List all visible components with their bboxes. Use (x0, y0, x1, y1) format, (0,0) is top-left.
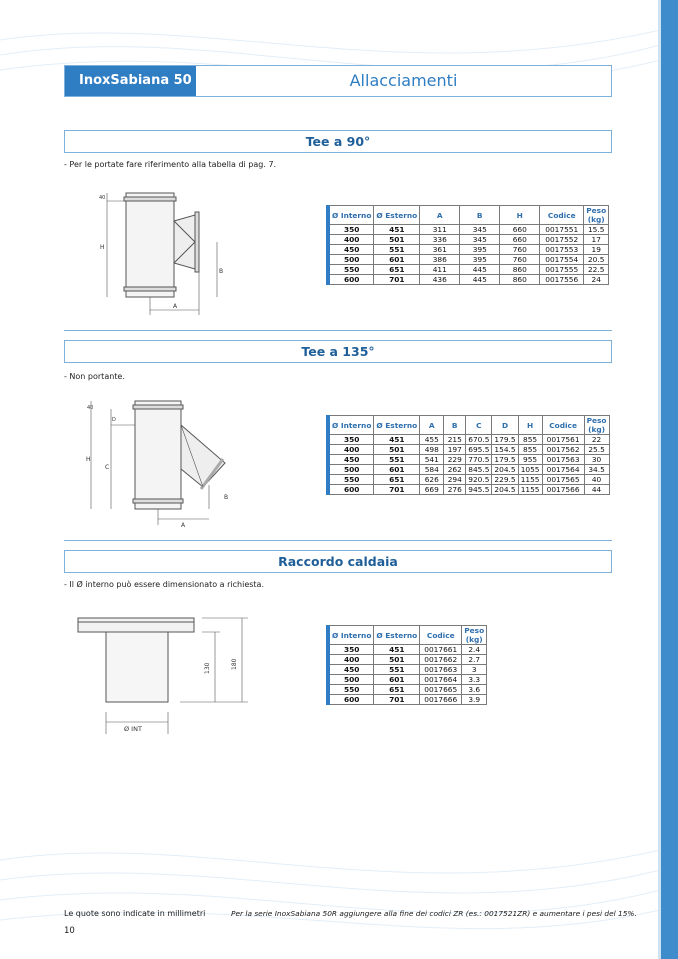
col-header: Peso (kg) (584, 206, 609, 225)
table-cell: 550 (328, 475, 374, 485)
col-header: H (518, 416, 542, 435)
table-cell: 451 (374, 435, 420, 445)
table-cell: 345 (460, 225, 500, 235)
table-row (328, 655, 487, 665)
table-cell: 551 (374, 665, 420, 675)
table-cell: 584 (420, 465, 444, 475)
table-cell: 411 (420, 265, 460, 275)
table-cell: 361 (420, 245, 460, 255)
table-cell: 955 (518, 455, 542, 465)
table-row (328, 465, 609, 475)
col-header: Ø Interno (328, 206, 374, 225)
table-cell: 501 (374, 445, 420, 455)
table-cell: 1155 (518, 475, 542, 485)
table-cell: 25.5 (584, 445, 609, 455)
col-header: A (420, 206, 460, 225)
table-cell: 501 (374, 655, 420, 665)
table-cell: 215 (444, 435, 466, 445)
table-cell: 276 (444, 485, 466, 495)
table-cell: 701 (374, 695, 420, 705)
table-cell: 350 (328, 645, 374, 655)
raccordo-caldaia-table (326, 625, 487, 705)
table-cell: 0017552 (540, 235, 584, 245)
table-cell: 601 (374, 465, 420, 475)
table-row (328, 665, 487, 675)
dim-label: A (181, 522, 186, 529)
table-cell: 550 (328, 685, 374, 695)
table-cell: 945.5 (466, 485, 492, 495)
table-cell: 15.5 (584, 225, 609, 235)
table-cell: 551 (374, 455, 420, 465)
dim-label: B (219, 268, 224, 275)
table-cell: 601 (374, 255, 420, 265)
table-row (328, 275, 609, 285)
col-header: Peso (kg) (462, 626, 487, 645)
raccordo-caldaia-table-body (328, 645, 487, 705)
section-note-raccordo-caldaia: - Il Ø interno può essere dimensionato a richiesta. (64, 580, 264, 589)
col-header: Codice (542, 416, 584, 435)
table-cell: 311 (420, 225, 460, 235)
table-cell: 0017564 (542, 465, 584, 475)
table-cell: 400 (328, 655, 374, 665)
table-cell: 229 (444, 455, 466, 465)
table-cell: 760 (500, 255, 540, 265)
dim-label: H (86, 456, 91, 463)
col-header: Codice (420, 626, 462, 645)
table-cell: 670.5 (466, 435, 492, 445)
table-cell: 400 (328, 235, 374, 245)
table-cell: 651 (374, 475, 420, 485)
table-row (328, 685, 487, 695)
brand-label: InoxSabiana 50 (65, 66, 196, 96)
table-cell: 0017555 (540, 265, 584, 275)
col-header: Ø Interno (328, 416, 374, 435)
table-cell: 17 (584, 235, 609, 245)
table-cell: 350 (328, 225, 374, 235)
table-cell: 445 (460, 265, 500, 275)
table-cell: 2.4 (462, 645, 487, 655)
table-cell: 179.5 (492, 455, 518, 465)
table-cell: 24 (584, 275, 609, 285)
table-cell: 395 (460, 255, 500, 265)
table-cell: 760 (500, 245, 540, 255)
dim-label: A (173, 303, 178, 310)
table-cell: 2.7 (462, 655, 487, 665)
table-cell: 669 (420, 485, 444, 495)
table-cell: 350 (328, 435, 374, 445)
table-row (328, 675, 487, 685)
table-cell: 550 (328, 265, 374, 275)
dim-label: 40 (87, 405, 94, 411)
table-cell: 0017661 (420, 645, 462, 655)
table-cell: 0017553 (540, 245, 584, 255)
table-cell: 34.5 (584, 465, 609, 475)
table-cell: 455 (420, 435, 444, 445)
tee-135-drawing (85, 395, 245, 530)
table-cell: 22.5 (584, 265, 609, 275)
table-header-row (328, 416, 609, 435)
page-number: 10 (64, 926, 75, 936)
table-cell: 395 (460, 245, 500, 255)
tee-90-table-body (328, 225, 609, 285)
table-cell: 0017562 (542, 445, 584, 455)
table-cell: 0017662 (420, 655, 462, 665)
table-row (328, 235, 609, 245)
table-cell: 30 (584, 455, 609, 465)
table-cell: 345 (460, 235, 500, 245)
table-cell: 0017554 (540, 255, 584, 265)
table-cell: 0017556 (540, 275, 584, 285)
col-header: Ø Esterno (374, 416, 420, 435)
table-cell: 445 (460, 275, 500, 285)
table-cell: 0017565 (542, 475, 584, 485)
table-cell: 601 (374, 675, 420, 685)
table-cell: 660 (500, 235, 540, 245)
table-cell: 626 (420, 475, 444, 485)
dim-label: D (112, 417, 116, 423)
tee-90-drawing (95, 185, 245, 320)
table-cell: 551 (374, 245, 420, 255)
col-header: Ø Esterno (374, 626, 420, 645)
col-header: Codice (540, 206, 584, 225)
table-cell: 450 (328, 665, 374, 675)
footer-series-note: Per la serie InoxSabiana 50R aggiungere alla fine dei codici ZR (es.: 0017521ZR) e aumentare i pesi del 15%. (231, 909, 637, 918)
table-cell: 436 (420, 275, 460, 285)
table-cell: 20.5 (584, 255, 609, 265)
table-cell: 541 (420, 455, 444, 465)
table-cell: 1055 (518, 465, 542, 475)
table-row (328, 435, 609, 445)
table-cell: 855 (518, 435, 542, 445)
table-row (328, 265, 609, 275)
table-cell: 336 (420, 235, 460, 245)
dim-label: 130 (204, 662, 211, 674)
table-row (328, 455, 609, 465)
col-header: Peso (kg) (584, 416, 609, 435)
table-cell: 450 (328, 455, 374, 465)
table-cell: 0017551 (540, 225, 584, 235)
table-cell: 0017666 (420, 695, 462, 705)
table-row (328, 695, 487, 705)
table-cell: 660 (500, 225, 540, 235)
table-cell: 855 (518, 445, 542, 455)
table-cell: 204.5 (492, 485, 518, 495)
section-title-raccordo-caldaia: Raccordo caldaia (64, 550, 612, 573)
table-cell: 204.5 (492, 465, 518, 475)
col-header: A (420, 416, 444, 435)
table-row (328, 245, 609, 255)
table-cell: 500 (328, 255, 374, 265)
col-header: B (460, 206, 500, 225)
page-header (64, 65, 612, 97)
table-cell: 860 (500, 275, 540, 285)
tee-90-table (326, 205, 609, 285)
section-note-tee-135: - Non portante. (64, 372, 125, 381)
table-cell: 3.3 (462, 675, 487, 685)
table-cell: 0017566 (542, 485, 584, 495)
table-cell: 262 (444, 465, 466, 475)
table-cell: 450 (328, 245, 374, 255)
table-cell: 22 (584, 435, 609, 445)
table-cell: 695.5 (466, 445, 492, 455)
table-cell: 19 (584, 245, 609, 255)
table-row (328, 475, 609, 485)
table-cell: 860 (500, 265, 540, 275)
col-header: H (500, 206, 540, 225)
section-divider (64, 540, 612, 541)
dim-label: 180 (231, 658, 238, 670)
table-cell: 386 (420, 255, 460, 265)
table-cell: 651 (374, 685, 420, 695)
section-divider (64, 330, 612, 331)
table-cell: 920.5 (466, 475, 492, 485)
table-cell: 600 (328, 695, 374, 705)
dim-label: Ø INT (124, 725, 142, 733)
table-cell: 701 (374, 485, 420, 495)
table-cell: 0017665 (420, 685, 462, 695)
raccordo-caldaia-drawing (70, 600, 250, 735)
page-title: Allacciamenti (349, 71, 458, 90)
table-cell: 294 (444, 475, 466, 485)
tee-135-table-body (328, 435, 609, 495)
section-title-tee-90: Tee a 90° (64, 130, 612, 153)
footer-units-note: Le quote sono indicate in millimetri (64, 909, 206, 918)
section-title-tee-135: Tee a 135° (64, 340, 612, 363)
table-row (328, 645, 487, 655)
table-cell: 1155 (518, 485, 542, 495)
col-header: B (444, 416, 466, 435)
table-cell: 845.5 (466, 465, 492, 475)
table-cell: 498 (420, 445, 444, 455)
table-header-row (328, 206, 609, 225)
tee-135-table (326, 415, 610, 495)
table-header-row (328, 626, 487, 645)
side-color-bar (661, 0, 678, 959)
table-cell: 651 (374, 265, 420, 275)
table-cell: 770.5 (466, 455, 492, 465)
table-cell: 701 (374, 275, 420, 285)
table-cell: 229.5 (492, 475, 518, 485)
col-header: Ø Interno (328, 626, 374, 645)
table-cell: 500 (328, 675, 374, 685)
dim-label: H (100, 244, 105, 251)
table-row (328, 255, 609, 265)
col-header: Ø Esterno (374, 206, 420, 225)
table-cell: 179.5 (492, 435, 518, 445)
table-cell: 451 (374, 645, 420, 655)
col-header: C (466, 416, 492, 435)
table-cell: 3.6 (462, 685, 487, 695)
table-cell: 3 (462, 665, 487, 675)
section-note-tee-90: - Per le portate fare riferimento alla tabella di pag. 7. (64, 160, 277, 169)
dim-label: 40 (99, 195, 106, 201)
table-cell: 0017561 (542, 435, 584, 445)
dim-label: C (105, 464, 110, 471)
table-cell: 600 (328, 275, 374, 285)
table-row (328, 445, 609, 455)
table-cell: 400 (328, 445, 374, 455)
dim-label: B (224, 494, 229, 501)
table-cell: 44 (584, 485, 609, 495)
table-cell: 600 (328, 485, 374, 495)
col-header: D (492, 416, 518, 435)
table-cell: 197 (444, 445, 466, 455)
table-cell: 501 (374, 235, 420, 245)
table-row (328, 485, 609, 495)
table-cell: 0017663 (420, 665, 462, 675)
table-cell: 154.5 (492, 445, 518, 455)
table-cell: 0017563 (542, 455, 584, 465)
table-row (328, 225, 609, 235)
table-cell: 3.9 (462, 695, 487, 705)
table-cell: 40 (584, 475, 609, 485)
table-cell: 500 (328, 465, 374, 475)
table-cell: 0017664 (420, 675, 462, 685)
table-cell: 451 (374, 225, 420, 235)
